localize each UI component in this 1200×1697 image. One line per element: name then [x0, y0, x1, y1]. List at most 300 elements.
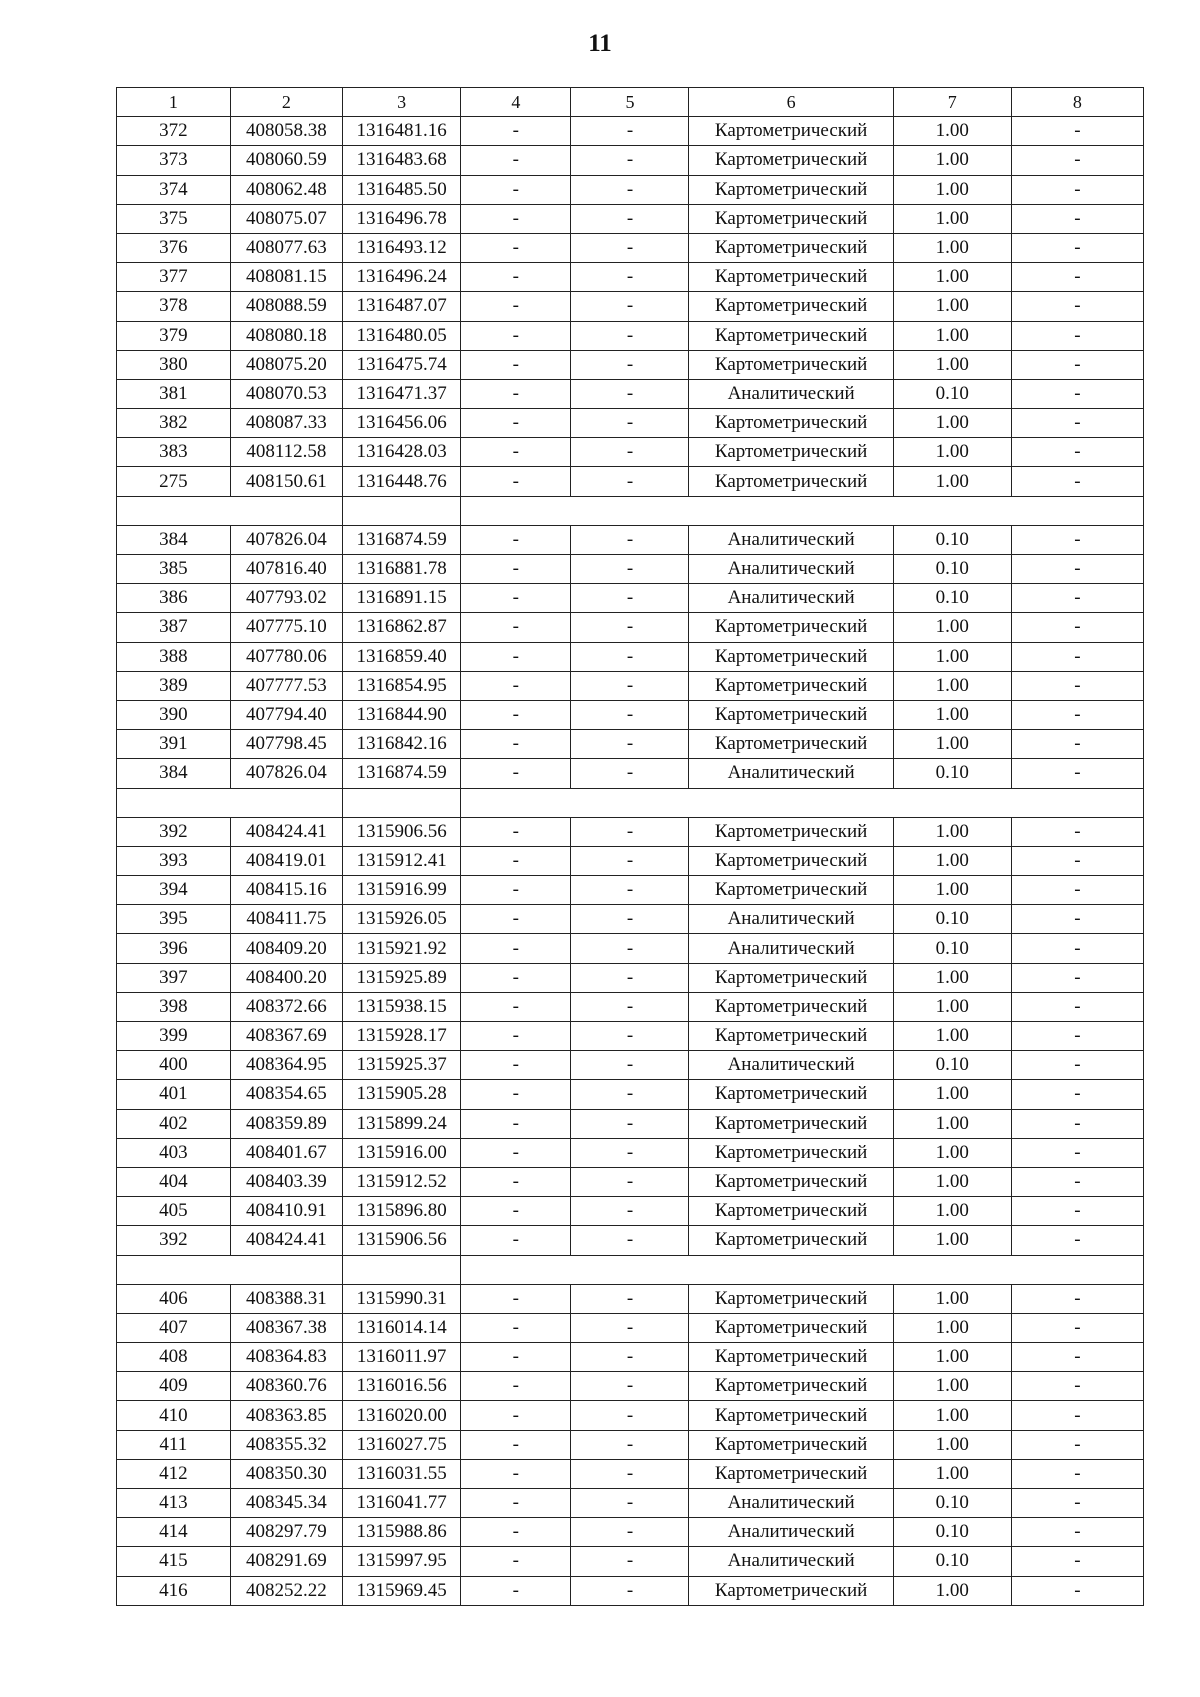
- x-coordinate-cell: 408354.65: [230, 1080, 343, 1109]
- point-number-cell: 406: [117, 1284, 231, 1313]
- y-coordinate-cell: 1315916.99: [343, 876, 461, 905]
- column-5-cell: -: [571, 1576, 689, 1605]
- column-4-cell: -: [461, 1167, 571, 1196]
- x-coordinate-cell: 408345.34: [230, 1489, 343, 1518]
- column-8-cell: -: [1011, 700, 1143, 729]
- y-coordinate-cell: 1316428.03: [343, 438, 461, 467]
- point-number-cell: 372: [117, 117, 231, 146]
- method-cell: Картометрический: [689, 1226, 893, 1255]
- table-row: [117, 1401, 1144, 1430]
- x-coordinate-cell: 408367.69: [230, 1022, 343, 1051]
- table-row: [117, 204, 1144, 233]
- column-8-cell: -: [1011, 1372, 1143, 1401]
- column-5-cell: -: [571, 1372, 689, 1401]
- y-coordinate-cell: 1316456.06: [343, 409, 461, 438]
- x-coordinate-cell: 408388.31: [230, 1284, 343, 1313]
- y-coordinate-cell: 1315926.05: [343, 905, 461, 934]
- column-5-cell: -: [571, 584, 689, 613]
- method-cell: Картометрический: [689, 117, 893, 146]
- column-8-cell: -: [1011, 1518, 1143, 1547]
- x-coordinate-cell: 408355.32: [230, 1430, 343, 1459]
- empty-cell: [571, 788, 689, 817]
- column-4-cell: -: [461, 817, 571, 846]
- column-5-cell: -: [571, 1051, 689, 1080]
- empty-cell: [893, 1255, 1011, 1284]
- column-5-cell: -: [571, 613, 689, 642]
- column-8-cell: -: [1011, 613, 1143, 642]
- accuracy-cell: 0.10: [893, 934, 1011, 963]
- point-number-cell: 386: [117, 584, 231, 613]
- table-row: [117, 1051, 1144, 1080]
- point-number-cell: 403: [117, 1138, 231, 1167]
- column-5-cell: -: [571, 1138, 689, 1167]
- empty-cell: [571, 496, 689, 525]
- accuracy-cell: 0.10: [893, 525, 1011, 554]
- method-cell: Картометрический: [689, 1576, 893, 1605]
- y-coordinate-cell: 1315997.95: [343, 1547, 461, 1576]
- point-number-cell: 413: [117, 1489, 231, 1518]
- method-cell: Аналитический: [689, 759, 893, 788]
- method-cell: Картометрический: [689, 671, 893, 700]
- empty-cell: [230, 1255, 343, 1284]
- column-8-cell: -: [1011, 1051, 1143, 1080]
- separator-row: [117, 496, 1144, 525]
- point-number-cell: 400: [117, 1051, 231, 1080]
- method-cell: Картометрический: [689, 1401, 893, 1430]
- column-4-cell: -: [461, 146, 571, 175]
- x-coordinate-cell: 408077.63: [230, 233, 343, 262]
- accuracy-cell: 1.00: [893, 730, 1011, 759]
- x-coordinate-cell: 408415.16: [230, 876, 343, 905]
- method-cell: Картометрический: [689, 876, 893, 905]
- point-number-cell: 410: [117, 1401, 231, 1430]
- method-cell: Картометрический: [689, 1372, 893, 1401]
- y-coordinate-cell: 1316483.68: [343, 146, 461, 175]
- point-number-cell: 389: [117, 671, 231, 700]
- x-coordinate-cell: 408419.01: [230, 846, 343, 875]
- column-5-cell: -: [571, 934, 689, 963]
- x-coordinate-cell: 408112.58: [230, 438, 343, 467]
- accuracy-cell: 1.00: [893, 700, 1011, 729]
- column-4-cell: -: [461, 263, 571, 292]
- column-8-cell: -: [1011, 1226, 1143, 1255]
- y-coordinate-cell: 1315925.89: [343, 963, 461, 992]
- accuracy-cell: 1.00: [893, 1401, 1011, 1430]
- empty-cell: [461, 788, 571, 817]
- accuracy-cell: 1.00: [893, 1109, 1011, 1138]
- accuracy-cell: 0.10: [893, 555, 1011, 584]
- point-number-cell: 407: [117, 1313, 231, 1342]
- column-5-cell: -: [571, 1401, 689, 1430]
- column-4-cell: -: [461, 175, 571, 204]
- point-number-cell: 408: [117, 1343, 231, 1372]
- column-8-cell: -: [1011, 963, 1143, 992]
- table-row: [117, 671, 1144, 700]
- accuracy-cell: 1.00: [893, 1022, 1011, 1051]
- empty-cell: [571, 1255, 689, 1284]
- column-8-cell: -: [1011, 525, 1143, 554]
- empty-cell: [230, 496, 343, 525]
- column-5-cell: -: [571, 1313, 689, 1342]
- point-number-cell: 377: [117, 263, 231, 292]
- point-number-cell: 416: [117, 1576, 231, 1605]
- column-4-cell: -: [461, 292, 571, 321]
- accuracy-cell: 1.00: [893, 204, 1011, 233]
- method-cell: Картометрический: [689, 1080, 893, 1109]
- method-cell: Картометрический: [689, 175, 893, 204]
- column-5-cell: -: [571, 671, 689, 700]
- column-8-cell: -: [1011, 642, 1143, 671]
- y-coordinate-cell: 1315988.86: [343, 1518, 461, 1547]
- x-coordinate-cell: 408081.15: [230, 263, 343, 292]
- table-row: [117, 1022, 1144, 1051]
- accuracy-cell: 1.00: [893, 1313, 1011, 1342]
- table-row: [117, 321, 1144, 350]
- y-coordinate-cell: 1315912.52: [343, 1167, 461, 1196]
- x-coordinate-cell: 408080.18: [230, 321, 343, 350]
- table-row: [117, 934, 1144, 963]
- column-8-cell: -: [1011, 409, 1143, 438]
- column-4-cell: -: [461, 613, 571, 642]
- column-8-cell: -: [1011, 467, 1143, 496]
- column-5-cell: -: [571, 1343, 689, 1372]
- column-5-cell: -: [571, 263, 689, 292]
- column-4-cell: -: [461, 671, 571, 700]
- accuracy-cell: 0.10: [893, 1518, 1011, 1547]
- column-4-cell: -: [461, 204, 571, 233]
- accuracy-cell: 1.00: [893, 1080, 1011, 1109]
- y-coordinate-cell: 1316496.78: [343, 204, 461, 233]
- empty-cell: [893, 788, 1011, 817]
- x-coordinate-cell: 408088.59: [230, 292, 343, 321]
- y-coordinate-cell: 1316496.24: [343, 263, 461, 292]
- x-coordinate-cell: 407798.45: [230, 730, 343, 759]
- method-cell: Картометрический: [689, 1138, 893, 1167]
- accuracy-cell: 1.00: [893, 963, 1011, 992]
- x-coordinate-cell: 408075.07: [230, 204, 343, 233]
- column-8-cell: -: [1011, 233, 1143, 262]
- column-4-cell: -: [461, 1138, 571, 1167]
- column-4-cell: -: [461, 759, 571, 788]
- x-coordinate-cell: 408252.22: [230, 1576, 343, 1605]
- table-row: [117, 1313, 1144, 1342]
- column-5-cell: -: [571, 1080, 689, 1109]
- column-4-cell: -: [461, 1284, 571, 1313]
- y-coordinate-cell: 1316881.78: [343, 555, 461, 584]
- column-8-cell: -: [1011, 117, 1143, 146]
- x-coordinate-cell: 408062.48: [230, 175, 343, 204]
- method-cell: Картометрический: [689, 1109, 893, 1138]
- table-row: [117, 350, 1144, 379]
- empty-cell: [117, 496, 231, 525]
- table-row: [117, 555, 1144, 584]
- method-cell: Картометрический: [689, 1022, 893, 1051]
- column-4-cell: -: [461, 846, 571, 875]
- column-8-cell: -: [1011, 1459, 1143, 1488]
- column-header: 8: [1011, 88, 1143, 117]
- empty-cell: [893, 496, 1011, 525]
- method-cell: Картометрический: [689, 730, 893, 759]
- table-row: [117, 642, 1144, 671]
- accuracy-cell: 1.00: [893, 467, 1011, 496]
- method-cell: Картометрический: [689, 204, 893, 233]
- y-coordinate-cell: 1316862.87: [343, 613, 461, 642]
- column-4-cell: -: [461, 409, 571, 438]
- table-row: [117, 613, 1144, 642]
- empty-cell: [1011, 788, 1143, 817]
- separator-row: [117, 1255, 1144, 1284]
- method-cell: Аналитический: [689, 584, 893, 613]
- column-4-cell: -: [461, 934, 571, 963]
- x-coordinate-cell: 408150.61: [230, 467, 343, 496]
- method-cell: Аналитический: [689, 905, 893, 934]
- column-4-cell: -: [461, 379, 571, 408]
- column-8-cell: -: [1011, 876, 1143, 905]
- accuracy-cell: 1.00: [893, 1226, 1011, 1255]
- point-number-cell: 376: [117, 233, 231, 262]
- table-row: [117, 1197, 1144, 1226]
- accuracy-cell: 1.00: [893, 1197, 1011, 1226]
- column-8-cell: -: [1011, 175, 1143, 204]
- point-number-cell: 387: [117, 613, 231, 642]
- column-4-cell: -: [461, 1372, 571, 1401]
- column-4-cell: -: [461, 1401, 571, 1430]
- accuracy-cell: 1.00: [893, 671, 1011, 700]
- table-row: [117, 1372, 1144, 1401]
- column-8-cell: -: [1011, 1430, 1143, 1459]
- column-5-cell: -: [571, 117, 689, 146]
- column-8-cell: -: [1011, 146, 1143, 175]
- table-row: [117, 1489, 1144, 1518]
- point-number-cell: 385: [117, 555, 231, 584]
- point-number-cell: 401: [117, 1080, 231, 1109]
- method-cell: Картометрический: [689, 409, 893, 438]
- column-5-cell: -: [571, 1284, 689, 1313]
- point-number-cell: 392: [117, 1226, 231, 1255]
- column-5-cell: -: [571, 1167, 689, 1196]
- x-coordinate-cell: 408409.20: [230, 934, 343, 963]
- column-5-cell: -: [571, 1518, 689, 1547]
- accuracy-cell: 1.00: [893, 292, 1011, 321]
- method-cell: Аналитический: [689, 1518, 893, 1547]
- table-row: [117, 730, 1144, 759]
- column-8-cell: -: [1011, 934, 1143, 963]
- table-row: [117, 117, 1144, 146]
- point-number-cell: 275: [117, 467, 231, 496]
- column-5-cell: -: [571, 321, 689, 350]
- y-coordinate-cell: 1315925.37: [343, 1051, 461, 1080]
- table-row: [117, 292, 1144, 321]
- x-coordinate-cell: 408075.20: [230, 350, 343, 379]
- accuracy-cell: 1.00: [893, 1430, 1011, 1459]
- table-row: [117, 1518, 1144, 1547]
- x-coordinate-cell: 407826.04: [230, 525, 343, 554]
- column-8-cell: -: [1011, 204, 1143, 233]
- x-coordinate-cell: 407777.53: [230, 671, 343, 700]
- column-5-cell: -: [571, 876, 689, 905]
- column-5-cell: -: [571, 846, 689, 875]
- x-coordinate-cell: 407794.40: [230, 700, 343, 729]
- empty-cell: [117, 788, 231, 817]
- column-4-cell: -: [461, 1109, 571, 1138]
- column-8-cell: -: [1011, 350, 1143, 379]
- column-5-cell: -: [571, 1226, 689, 1255]
- table-row: [117, 876, 1144, 905]
- column-8-cell: -: [1011, 1109, 1143, 1138]
- column-8-cell: -: [1011, 1576, 1143, 1605]
- y-coordinate-cell: 1315990.31: [343, 1284, 461, 1313]
- column-4-cell: -: [461, 1226, 571, 1255]
- column-header: 6: [689, 88, 893, 117]
- column-5-cell: -: [571, 555, 689, 584]
- empty-cell: [689, 496, 893, 525]
- point-number-cell: 380: [117, 350, 231, 379]
- column-header: 1: [117, 88, 231, 117]
- method-cell: Картометрический: [689, 292, 893, 321]
- method-cell: Картометрический: [689, 263, 893, 292]
- x-coordinate-cell: 408400.20: [230, 963, 343, 992]
- y-coordinate-cell: 1315912.41: [343, 846, 461, 875]
- y-coordinate-cell: 1316859.40: [343, 642, 461, 671]
- point-number-cell: 397: [117, 963, 231, 992]
- table-row: [117, 846, 1144, 875]
- column-8-cell: -: [1011, 584, 1143, 613]
- x-coordinate-cell: 407816.40: [230, 555, 343, 584]
- x-coordinate-cell: 408372.66: [230, 992, 343, 1021]
- accuracy-cell: 1.00: [893, 263, 1011, 292]
- point-number-cell: 415: [117, 1547, 231, 1576]
- method-cell: Картометрический: [689, 1343, 893, 1372]
- column-5-cell: -: [571, 1109, 689, 1138]
- point-number-cell: 399: [117, 1022, 231, 1051]
- method-cell: Картометрический: [689, 350, 893, 379]
- accuracy-cell: 1.00: [893, 1459, 1011, 1488]
- table-row: [117, 263, 1144, 292]
- column-5-cell: -: [571, 1547, 689, 1576]
- empty-cell: [343, 788, 461, 817]
- column-4-cell: -: [461, 905, 571, 934]
- column-8-cell: -: [1011, 292, 1143, 321]
- column-8-cell: -: [1011, 1167, 1143, 1196]
- method-cell: Картометрический: [689, 613, 893, 642]
- point-number-cell: 382: [117, 409, 231, 438]
- x-coordinate-cell: 408363.85: [230, 1401, 343, 1430]
- table-row: [117, 584, 1144, 613]
- column-4-cell: -: [461, 1080, 571, 1109]
- y-coordinate-cell: 1316471.37: [343, 379, 461, 408]
- y-coordinate-cell: 1316493.12: [343, 233, 461, 262]
- point-number-cell: 384: [117, 525, 231, 554]
- method-cell: Картометрический: [689, 992, 893, 1021]
- column-5-cell: -: [571, 1197, 689, 1226]
- method-cell: Картометрический: [689, 700, 893, 729]
- accuracy-cell: 0.10: [893, 905, 1011, 934]
- method-cell: Картометрический: [689, 321, 893, 350]
- accuracy-cell: 1.00: [893, 613, 1011, 642]
- column-5-cell: -: [571, 905, 689, 934]
- x-coordinate-cell: 408360.76: [230, 1372, 343, 1401]
- method-cell: Картометрический: [689, 438, 893, 467]
- method-cell: Аналитический: [689, 1489, 893, 1518]
- table-row: [117, 525, 1144, 554]
- method-cell: Картометрический: [689, 1284, 893, 1313]
- point-number-cell: 388: [117, 642, 231, 671]
- y-coordinate-cell: 1315899.24: [343, 1109, 461, 1138]
- y-coordinate-cell: 1315928.17: [343, 1022, 461, 1051]
- y-coordinate-cell: 1316027.75: [343, 1430, 461, 1459]
- accuracy-cell: 0.10: [893, 584, 1011, 613]
- table-body: [117, 88, 1144, 1606]
- method-cell: Картометрический: [689, 146, 893, 175]
- x-coordinate-cell: 408060.59: [230, 146, 343, 175]
- method-cell: Аналитический: [689, 525, 893, 554]
- y-coordinate-cell: 1315896.80: [343, 1197, 461, 1226]
- x-coordinate-cell: 407793.02: [230, 584, 343, 613]
- column-4-cell: -: [461, 525, 571, 554]
- column-4-cell: -: [461, 117, 571, 146]
- method-cell: Аналитический: [689, 555, 893, 584]
- column-5-cell: -: [571, 992, 689, 1021]
- y-coordinate-cell: 1316874.59: [343, 525, 461, 554]
- column-4-cell: -: [461, 1313, 571, 1342]
- point-number-cell: 398: [117, 992, 231, 1021]
- empty-cell: [689, 788, 893, 817]
- column-8-cell: -: [1011, 759, 1143, 788]
- y-coordinate-cell: 1316016.56: [343, 1372, 461, 1401]
- column-header: 4: [461, 88, 571, 117]
- column-8-cell: -: [1011, 905, 1143, 934]
- accuracy-cell: 1.00: [893, 233, 1011, 262]
- column-5-cell: -: [571, 759, 689, 788]
- empty-cell: [1011, 496, 1143, 525]
- x-coordinate-cell: 408411.75: [230, 905, 343, 934]
- method-cell: Картометрический: [689, 1459, 893, 1488]
- x-coordinate-cell: 408401.67: [230, 1138, 343, 1167]
- point-number-cell: 402: [117, 1109, 231, 1138]
- empty-cell: [343, 496, 461, 525]
- x-coordinate-cell: 408087.33: [230, 409, 343, 438]
- method-cell: Картометрический: [689, 1313, 893, 1342]
- column-8-cell: -: [1011, 671, 1143, 700]
- y-coordinate-cell: 1316014.14: [343, 1313, 461, 1342]
- y-coordinate-cell: 1315969.45: [343, 1576, 461, 1605]
- accuracy-cell: 1.00: [893, 817, 1011, 846]
- column-8-cell: -: [1011, 1313, 1143, 1342]
- accuracy-cell: 1.00: [893, 642, 1011, 671]
- point-number-cell: 381: [117, 379, 231, 408]
- column-4-cell: -: [461, 1197, 571, 1226]
- column-4-cell: -: [461, 1489, 571, 1518]
- accuracy-cell: 1.00: [893, 438, 1011, 467]
- column-5-cell: -: [571, 438, 689, 467]
- x-coordinate-cell: 408424.41: [230, 1226, 343, 1255]
- column-4-cell: -: [461, 555, 571, 584]
- accuracy-cell: 1.00: [893, 992, 1011, 1021]
- page-number: 11: [588, 30, 612, 57]
- column-4-cell: -: [461, 1547, 571, 1576]
- column-4-cell: -: [461, 1430, 571, 1459]
- accuracy-cell: 1.00: [893, 1284, 1011, 1313]
- column-8-cell: -: [1011, 846, 1143, 875]
- table-row: [117, 1167, 1144, 1196]
- y-coordinate-cell: 1315921.92: [343, 934, 461, 963]
- table-row: [117, 467, 1144, 496]
- column-5-cell: -: [571, 467, 689, 496]
- y-coordinate-cell: 1315905.28: [343, 1080, 461, 1109]
- accuracy-cell: 1.00: [893, 1138, 1011, 1167]
- table-row: [117, 409, 1144, 438]
- accuracy-cell: 1.00: [893, 175, 1011, 204]
